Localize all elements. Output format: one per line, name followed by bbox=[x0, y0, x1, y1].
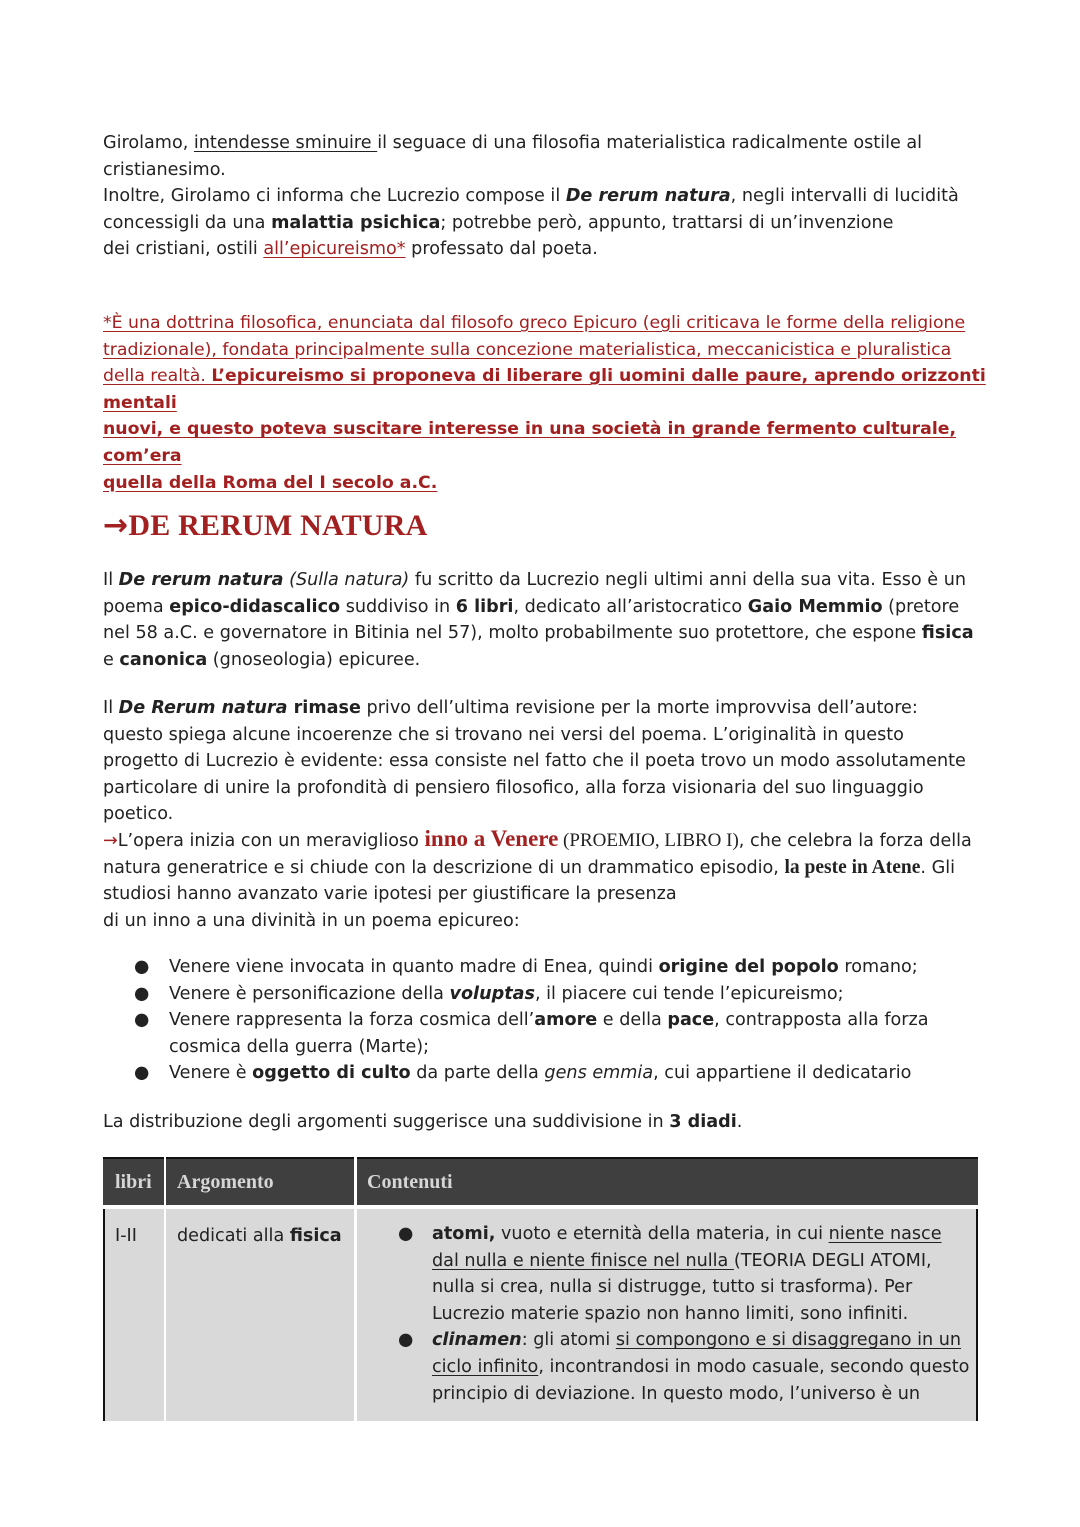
column-divider bbox=[354, 1157, 357, 1421]
column-divider bbox=[164, 1157, 166, 1421]
header-argomento: Argomento bbox=[177, 1171, 274, 1193]
section-heading: →DE RERUM NATURA bbox=[103, 508, 428, 543]
footnote-link[interactable]: all’epicureismo* bbox=[263, 239, 406, 260]
list-item: ● Venere è personificazione della voluptas, il piacere cui tende l’epicureismo; bbox=[103, 981, 978, 1008]
arrow-right-icon: → bbox=[103, 508, 129, 543]
cell-argomento: dedicati alla fisica bbox=[177, 1226, 342, 1246]
diadi-sentence: La distribuzione degli argomenti suggerisce una suddivisione in 3 diadi. bbox=[103, 1112, 743, 1132]
header-libri: libri bbox=[115, 1171, 152, 1193]
bullet-icon: ● bbox=[134, 957, 150, 977]
list-item: ● Venere viene invocata in quanto madre di Enea, quindi origine del popolo romano; bbox=[103, 954, 978, 981]
hypotheses-list bbox=[103, 954, 978, 1087]
list-item: ● atomi, vuoto e eternità della materia, in cui niente nasce dal nulla e niente finisce nel nulla (TEORIA DEGLI ATOMI, nulla si crea, nulla si distrugge, tutto si trasforma). Per Lucrezio materie spazio non hanno limiti, sono infiniti. bbox=[393, 1221, 973, 1327]
list-item: ● Venere rappresenta la forza cosmica dell’amore e della pace, contrapposta alla forza cosmica della guerra (Marte); bbox=[103, 1007, 978, 1060]
intro-paragraph: Girolamo, intendesse sminuire il seguace di una filosofia materialistica radicalmente ostile al cristianesimo. Inoltre, Girolamo ci informa che Lucrezio compose il De rerum natura, negli intervalli di lucidità concessigli da una malattia psichica; potrebbe però, appunto, trattarsi di un’invenzione dei cristiani, ostili all’epicureismo* professato dal poeta. bbox=[103, 133, 959, 260]
paragraph-revision: Il De Rerum natura rimase privo dell’ultima revisione per la morte improvvisa dell’autore: questo spiega alcune incoerenze che si trovano nei versi del poema. L’originalità in questo progetto di Lucrezio è evidente: essa consiste nel fatto che il poeta trovo un modo assolutamente particolare di unire la profondità di pensiero filosofico, alla forza visionaria del suo linguaggio poetico. bbox=[103, 698, 966, 825]
footnote: *È una dottrina filosofica, enunciata dal filosofo greco Epicuro (egli criticava le forme della religione tradizionale), fondata principalmente sulla concezione materialistica, meccanicistica e pluralistica della realtà. L’epicureismo si proponeva di liberare gli uomini dalle paure, aprendo orizzonti mentali nuovi, e questo poteva suscitare interesse in una società in grande fermento culturale, com’era quella della Roma del I secolo a.C. bbox=[103, 313, 986, 493]
row-separator bbox=[103, 1205, 978, 1209]
cell-contenuti bbox=[393, 1221, 973, 1407]
bullet-icon: ● bbox=[398, 1330, 414, 1351]
bullet-icon: ● bbox=[398, 1224, 414, 1244]
header-contenuti: Contenuti bbox=[367, 1171, 453, 1193]
paragraph-hymn: →L’opera inizia con un meraviglioso inno a Venere (PROEMIO, LIBRO I), che celebra la forza della natura generatrice e si chiude con la descrizione di un drammatico episodio, la peste in Atene. Gli studiosi hanno avanzato varie ipotesi per giustificare la presenza di un inno a una divinità in un poema epicureo: bbox=[103, 826, 972, 931]
bullet-icon: ● bbox=[134, 983, 150, 1004]
paragraph-intro-work: Il De rerum natura (Sulla natura) fu scritto da Lucrezio negli ultimi anni della sua vita. Esso è un poema epico-didascalico suddiviso in 6 libri, dedicato all’aristocratico Gaio Memmio (pretore nel 58 a.C. e governatore in Bitinia nel 57), molto probabilmente suo protettore, che espone fisica e canonica (gnoseologia) epicuree. bbox=[103, 570, 974, 670]
list-item: ● Venere è oggetto di culto da parte della gens emmia, cui appartiene il dedicatario bbox=[103, 1060, 978, 1087]
cell-libri: I-II bbox=[115, 1226, 137, 1246]
bullet-icon: ● bbox=[134, 1010, 150, 1031]
list-item: ● clinamen: gli atomi si compongono e si disaggregano in un ciclo infinito, incontrandosi in modo casuale, secondo questo principio di deviazione. In questo modo, l’universo è un bbox=[393, 1327, 973, 1407]
books-table bbox=[103, 1157, 978, 1421]
bullet-icon: ● bbox=[134, 1063, 150, 1084]
arrow-right-icon: → bbox=[103, 831, 118, 851]
